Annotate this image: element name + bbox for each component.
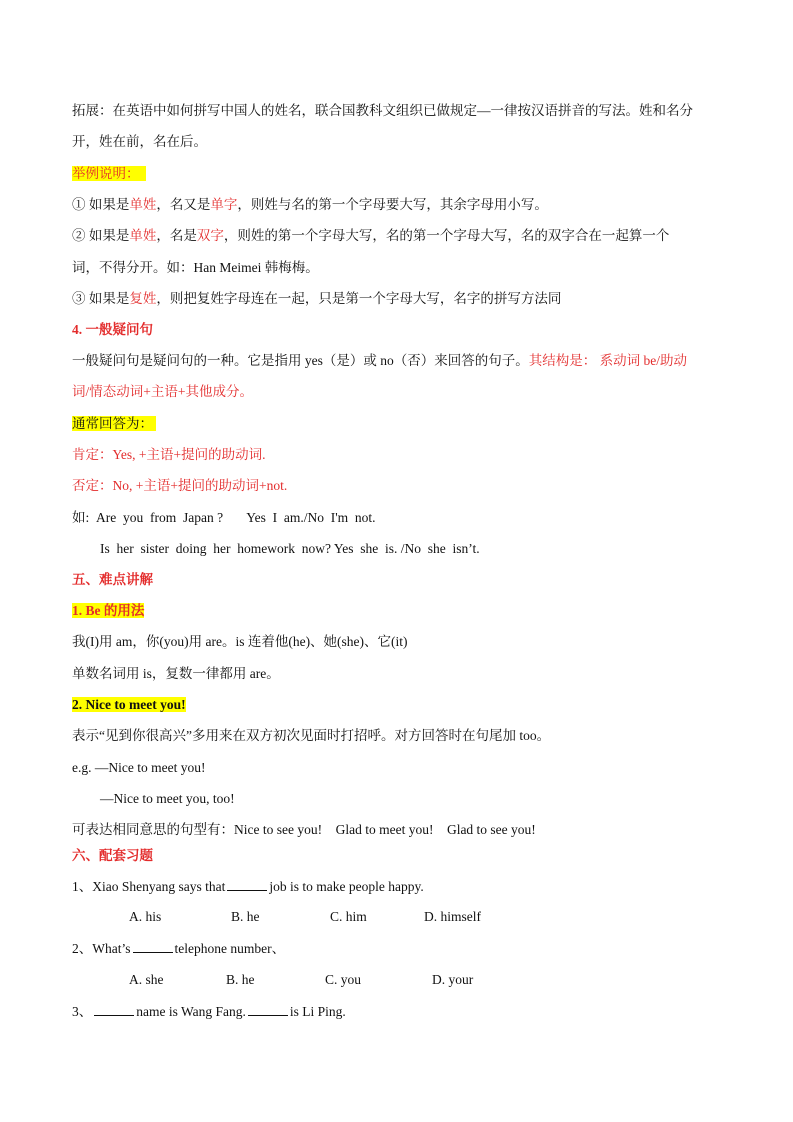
q1-option-d: D. himself <box>424 909 481 924</box>
q2-option-c: C. you <box>325 972 362 987</box>
extension-line-1: 拓展：在英语中如何拼写中国人的姓名，联合国教科文组织已做规定—一律按汉语拼音的写法。姓和名分 <box>72 103 693 118</box>
nice-title-text: 2. Nice to meet you! <box>72 697 186 712</box>
example-1: 如: Are you from Japan ? Yes I am./No I'm not. <box>72 510 376 525</box>
question-1: 1、Xiao Shenyang says that job is to make people happy. <box>72 879 424 894</box>
answer-blank <box>227 878 267 891</box>
rule-2-continued: 词，不得分开。如：Han Meimei 韩梅梅。 <box>72 260 319 275</box>
negative-answer: 否定：No, +主语+提问的助动词+not. <box>72 478 288 493</box>
answer-blank <box>248 1003 288 1016</box>
section-4-desc-continued: 词/情态动词+主语+其他成分。 <box>72 384 253 399</box>
nice-desc: 表示“见到你很高兴”多用来在双方初次见面时打招呼。对方回答时在句尾加 too。 <box>72 728 551 743</box>
rule-number: ③ <box>72 291 86 306</box>
example-label-text: 举例说明： <box>72 166 140 181</box>
section-6-title: 六、配套习题 <box>72 848 153 863</box>
eg-line-1: e.g. —Nice to meet you! <box>72 760 206 775</box>
q1-option-c: C. him <box>330 909 367 924</box>
section-5-title: 五、难点讲解 <box>72 572 153 587</box>
example-2: Is her sister doing her homework now? Yes she is. /No she isn’t. <box>100 541 480 556</box>
extension-line-2: 开，姓在前，名在后。 <box>72 134 207 149</box>
q2-option-a: A. she <box>129 972 164 987</box>
be-usage-line-2: 单数名词用 is，复数一律都用 are。 <box>72 666 280 681</box>
answer-label <box>72 414 156 434</box>
rule-number: ① <box>72 197 86 212</box>
example-label <box>72 164 146 184</box>
rule-1: ① 如果是单姓，名又是单字，则姓与名的第一个字母要大写，其余字母用小写。 <box>72 197 548 212</box>
q1-option-b: B. he <box>231 909 260 924</box>
similar-expressions: 可表达相同意思的句型有：Nice to see you! Glad to meet you! Glad to see you! <box>72 822 536 837</box>
be-usage-title <box>72 601 144 621</box>
answer-blank <box>133 940 173 953</box>
answer-label-text: 通常回答为： <box>72 416 153 431</box>
question-3: 3、 name is Wang Fang. is Li Ping. <box>72 1004 346 1019</box>
q1-option-a: A. his <box>129 909 162 924</box>
be-usage-title-text: 1. Be 的用法 <box>72 603 145 618</box>
nice-title <box>72 695 186 715</box>
question-2: 2、What’s telephone number、 <box>72 941 286 956</box>
q2-option-d: D. your <box>432 972 474 987</box>
be-usage-line-1: 我(I)用 am，你(you)用 are。is 连着他(he)、她(she)、它(it) <box>72 634 408 649</box>
answer-blank <box>94 1003 134 1016</box>
eg-line-2: —Nice to meet you, too! <box>100 791 235 806</box>
rule-number: ② <box>72 228 86 243</box>
section-4-title: 4. 一般疑问句 <box>72 322 153 337</box>
positive-answer: 肯定：Yes, +主语+提问的助动词. <box>72 447 266 462</box>
rule-2: ② 如果是单姓，名是双字，则姓的第一个字母大写，名的第一个字母大写，名的双字合在一起算一个 <box>72 228 670 243</box>
section-4-desc: 一般疑问句是疑问句的一种。它是指用 yes（是）或 no（否）来回答的句子。其结构是： 系动词 be/助动 <box>72 353 687 368</box>
q2-option-b: B. he <box>226 972 255 987</box>
rule-3: ③ 如果是复姓，则把复姓字母连在一起，只是第一个字母大写，名字的拼写方法同 <box>72 291 562 306</box>
